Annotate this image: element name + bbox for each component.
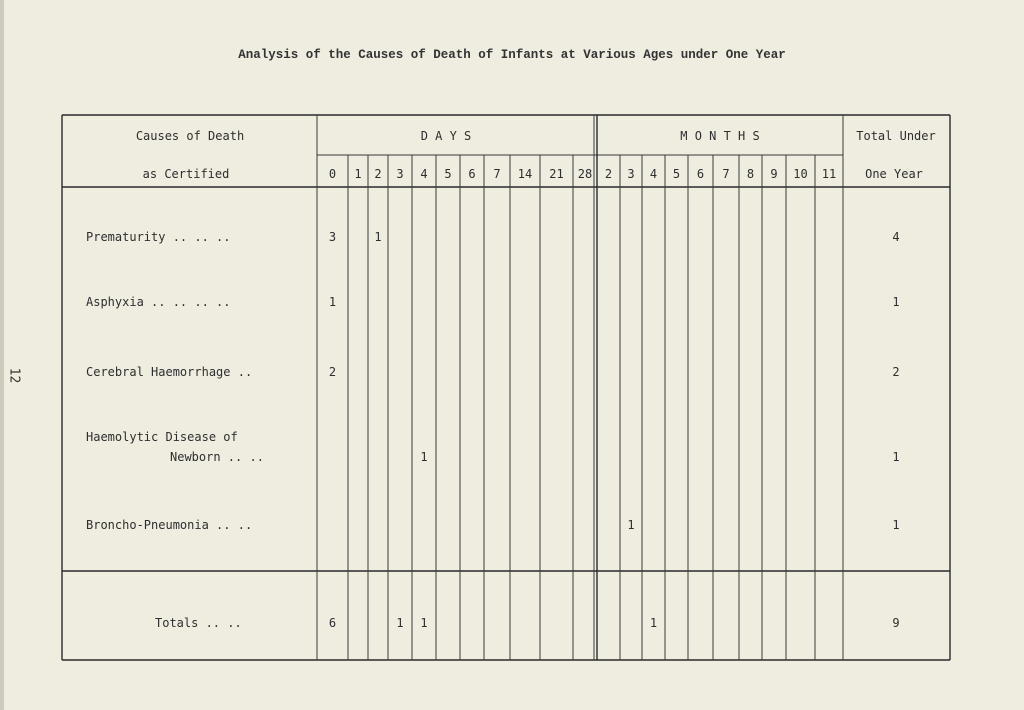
table-grid	[62, 115, 950, 660]
header-months: M O N T H S	[680, 129, 760, 143]
header-one-year: One Year	[865, 167, 923, 181]
row-label: Cerebral Haemorrhage ..	[86, 365, 253, 379]
row-value: 1	[420, 450, 428, 464]
header-as-certified: as Certified	[142, 167, 230, 181]
header-total-under: Total Under	[856, 129, 936, 143]
row-value: 1	[374, 230, 382, 244]
row-total: 1	[892, 295, 900, 309]
month-column-header: 2	[604, 167, 613, 181]
day-column-header: 3	[396, 167, 404, 181]
month-column-header: 9	[770, 167, 778, 181]
totals-value: 6	[328, 616, 337, 630]
month-column-header: 8	[746, 167, 755, 181]
day-column-header: 6	[468, 167, 476, 181]
table-text	[86, 129, 936, 630]
month-column-header: 10	[793, 167, 808, 181]
month-column-header: 5	[672, 167, 681, 181]
month-column-header: 6	[696, 167, 705, 181]
day-column-header: 4	[420, 167, 428, 181]
totals-value: 1	[396, 616, 404, 630]
row-total: 1	[892, 450, 900, 464]
row-value: 1	[627, 518, 635, 532]
day-column-header: 14	[517, 167, 533, 181]
row-label: Haemolytic Disease of	[86, 430, 238, 444]
month-column-header: 7	[722, 167, 730, 181]
totals-value: 1	[649, 616, 658, 630]
totals-label: Totals .. ..	[155, 616, 242, 630]
row-total: 4	[892, 230, 900, 244]
day-column-header: 28	[577, 167, 593, 181]
month-column-header: 4	[649, 167, 658, 181]
row-total: 1	[892, 518, 900, 532]
day-column-header: 21	[549, 167, 564, 181]
day-column-header: 1	[354, 167, 362, 181]
totals-value: 1	[420, 616, 428, 630]
row-value: 1	[328, 295, 337, 309]
row-value: 3	[328, 230, 337, 244]
row-value: 2	[328, 365, 337, 379]
row-label-continued: Newborn .. ..	[170, 450, 264, 464]
row-label: Prematurity .. .. ..	[86, 230, 231, 244]
row-label: Asphyxia .. .. .. ..	[86, 295, 231, 309]
page-number: 12	[6, 367, 22, 384]
row-label: Broncho-Pneumonia .. ..	[86, 518, 253, 532]
day-column-header: 5	[444, 167, 452, 181]
day-column-header: 2	[374, 167, 382, 181]
month-column-header: 3	[627, 167, 635, 181]
row-total: 2	[892, 365, 900, 379]
totals-grand-total: 9	[892, 616, 900, 630]
day-column-header: 7	[493, 167, 501, 181]
header-causes: Causes of Death	[135, 129, 245, 143]
page-title: Analysis of the Causes of Death of Infants at Various Ages under One Year	[238, 48, 786, 62]
day-column-header: 0	[328, 167, 337, 181]
header-days: D A Y S	[420, 129, 472, 143]
month-column-header: 11	[821, 167, 837, 181]
